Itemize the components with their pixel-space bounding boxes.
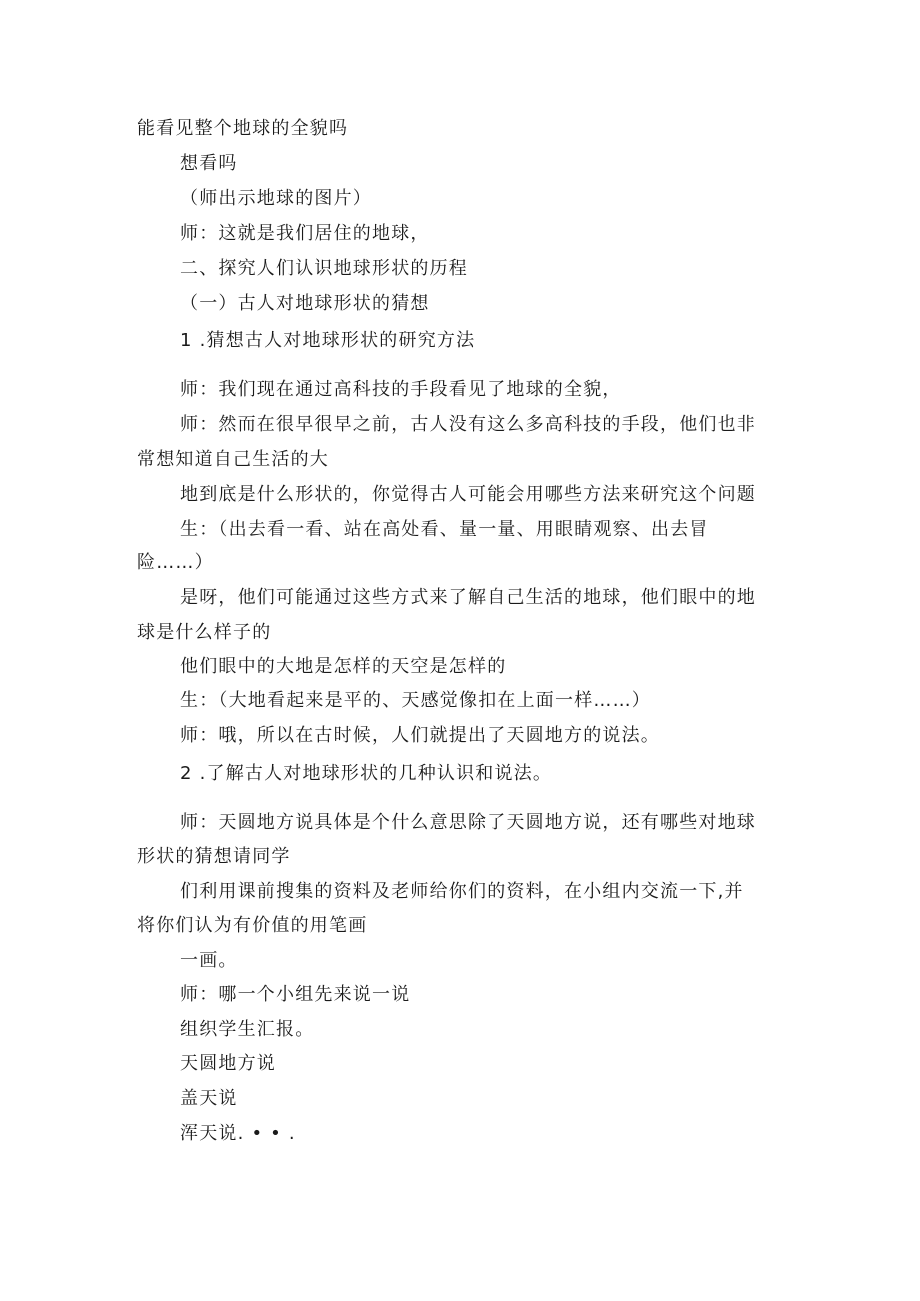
text-line: 组织学生汇报。 xyxy=(180,1019,315,1040)
text-line: 想看吗 xyxy=(180,153,238,174)
section-heading: 二、探究人们认识地球形状的历程 xyxy=(180,258,468,279)
text-line: 师：哪一个小组先来说一说 xyxy=(180,984,411,1005)
text-line: 球是什么样子的 xyxy=(137,622,272,643)
text-line: 地到底是什么形状的，你觉得古人可能会用哪些方法来研究这个问题 xyxy=(180,484,756,505)
text-line: 能看见整个地球的全貌吗 xyxy=(137,118,349,139)
text-line: 是呀，他们可能通过这些方式来了解自己生活的地球，他们眼中的地 xyxy=(180,587,756,608)
text-line: 师：我们现在通过高科技的手段看见了地球的全貌， xyxy=(180,379,622,400)
text-line: 师：天圆地方说具体是个什么意思除了天圆地方说，还有哪些对地球 xyxy=(180,812,756,833)
text-line: 师：这就是我们居住的地球， xyxy=(180,223,430,244)
text-line: 师：然而在很早很早之前，古人没有这么多高科技的手段，他们也非 xyxy=(180,414,756,435)
text-line: 一画。 xyxy=(180,950,238,971)
text-line: 形状的猜想请同学 xyxy=(137,846,291,867)
list-item: 天圆地方说 xyxy=(180,1053,276,1074)
text-line: 将你们认为有价值的用笔画 xyxy=(137,915,368,936)
subsection-heading: （一）古人对地球形状的猜想 xyxy=(180,293,430,314)
list-item: 浑天说. • • . xyxy=(180,1123,296,1144)
text-line: 常想知道自己生活的大 xyxy=(137,449,329,470)
numbered-item-heading: 1 .猜想古人对地球形状的研究方法 xyxy=(180,330,476,351)
text-line: 险……） xyxy=(137,552,214,573)
text-line: 他们眼中的大地是怎样的天空是怎样的 xyxy=(180,656,507,677)
text-line: 们利用课前搜集的资料及老师给你们的资料，在小组内交流一下,并 xyxy=(180,881,744,902)
text-line: 师：哦，所以在古时候，人们就提出了天圆地方的说法。 xyxy=(180,725,660,746)
text-line: 生：（出去看一看、站在高处看、量一量、用眼睛观察、出去冒 xyxy=(180,519,709,540)
numbered-item-heading: 2 .了解古人对地球形状的几种认识和说法。 xyxy=(180,763,553,784)
text-line: （师出示地球的图片） xyxy=(180,188,372,209)
list-item: 盖天说 xyxy=(180,1088,238,1109)
text-line: 生：（大地看起来是平的、天感觉像扣在上面一样……） xyxy=(180,690,651,711)
